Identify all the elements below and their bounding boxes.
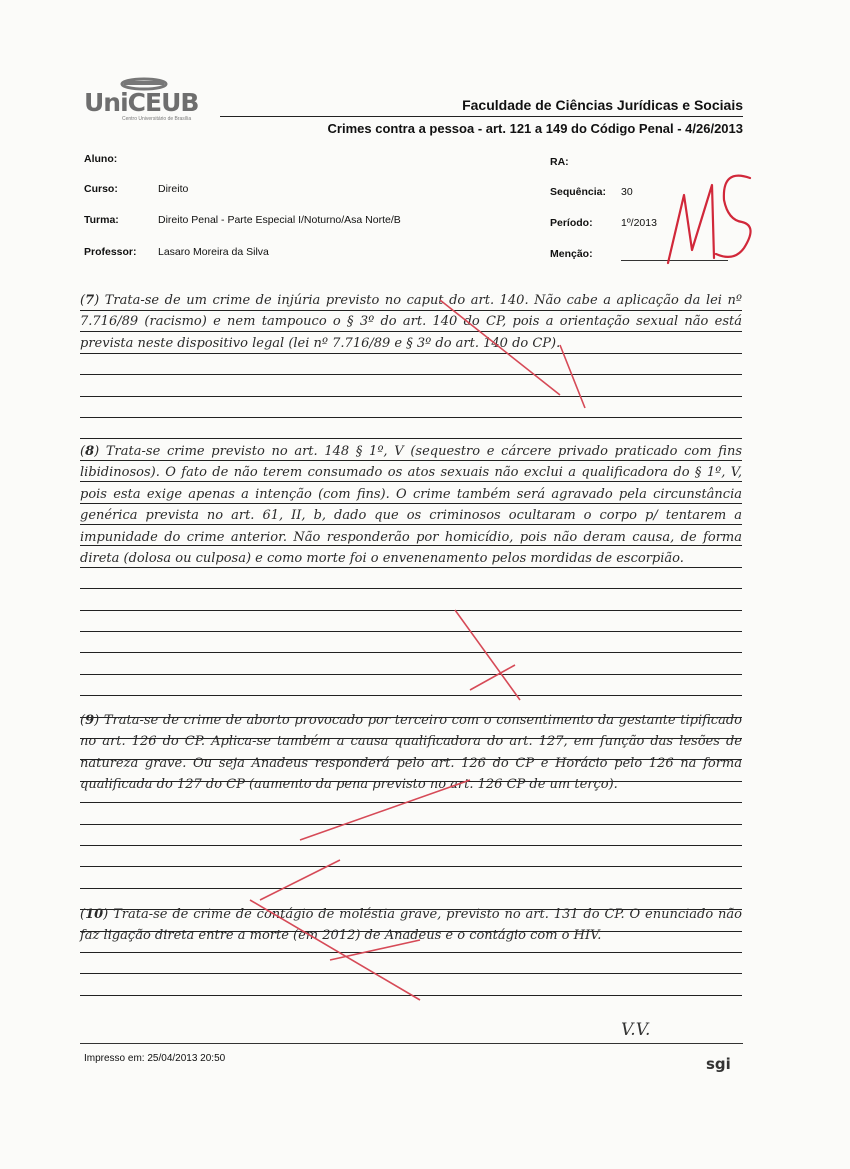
printed-timestamp: Impresso em: 25/04/2013 20:50 xyxy=(84,1053,226,1064)
answer-text: Trata-se de um crime de injúria previsto no caput do art. 140. Não cabe a aplicação da lei nº 7.716/89 (racismo) e nem tampouco o § 3º do art. 140 do CP, pois a orientação sexual não está prevista neste dispositivo legal (lei nº 7.716/89 e § 3º do art. 140 do CP). xyxy=(80,293,742,351)
ruled-line xyxy=(80,824,742,825)
aluno-field xyxy=(84,153,117,165)
mencao-line xyxy=(621,260,728,261)
ruled-line xyxy=(80,973,742,974)
logo-wordmark: UniCEUB xyxy=(84,88,199,117)
ruled-line xyxy=(80,588,742,589)
mencao-field xyxy=(550,248,593,260)
ruled-line xyxy=(80,417,742,418)
ra-label: RA: xyxy=(550,156,569,168)
ruled-line xyxy=(80,610,742,611)
ra-field xyxy=(550,156,569,168)
mencao-label: Menção: xyxy=(550,248,593,260)
answer-number: 10 xyxy=(85,907,104,922)
answer-8: (8) Trata-se crime previsto no art. 148 § 1º, V (sequestro e cárcere privado praticado com fins libidinosos). O fato de não terem consumado os atos sexuais não exclui a qualificadora do § 1º, V, pois esta exige apenas a intenção (com fins). O crime também será agravado pela circunstância genérica prevista no art. 61, II, b, dado que os criminosos ocultaram o corpo p/ tentarem a impunidade do crime anterior. Não responderão por homicídio, pois não deram causa, de forma direta (dolosa ou culposa) e como morte foi o envenenamento pelos mordidas de escorpião. xyxy=(80,444,742,567)
turma-field xyxy=(84,214,401,226)
turma-value: Direito Penal - Parte Especial I/Noturno/Asa Norte/B xyxy=(158,214,401,226)
ruled-line xyxy=(80,845,742,846)
aluno-label: Aluno: xyxy=(84,153,118,165)
exam-title: Crimes contra a pessoa - art. 121 a 149 do Código Penal - 4/26/2013 xyxy=(327,121,743,136)
check-mark xyxy=(260,780,470,900)
professor-value: Lasaro Moreira da Silva xyxy=(158,246,269,258)
ruled-line xyxy=(80,802,742,803)
faculty-name: Faculdade de Ciências Jurídicas e Sociais xyxy=(462,97,743,113)
curso-field xyxy=(84,183,189,195)
header-divider xyxy=(220,116,743,117)
ruled-line xyxy=(80,396,742,397)
ruled-line xyxy=(80,438,742,439)
answer-10: (10) Trata-se de crime de contágio de moléstia grave, previsto no art. 131 do CP. O enunciado não faz ligação direta entre a morte (em 2012) de Anadeus e o contágio com o HIV. xyxy=(80,907,742,944)
professor-field xyxy=(84,246,269,258)
answer-9: (9) Trata-se de crime de aborto provocado por terceiro com o consentimento da gestante tipificado no art. 126 do CP. Aplica-se também a causa qualificadora do art. 127, em função das lesões de natureza grave. Ou seja Anadeus responderá pelo art. 126 do CP e Horácio pelo 126 na forma qualificada do 127 do CP (aumento da pena previsto no art. 126 CP de um terço). xyxy=(80,713,742,793)
answer-number: 7 xyxy=(85,293,95,308)
curso-label: Curso: xyxy=(84,183,118,195)
answer-text: Trata-se de crime de aborto provocado por terceiro com o consentimento da gestante tipificado no art. 126 do CP. Aplica-se também a causa qualificadora do art. 127, em função das lesões de natureza grave. Ou seja Anadeus responderá pelo art. 126 do CP e Horácio pelo 126 na forma qualificada do 127 do CP (aumento da pena previsto no art. 126 CP de um terço). xyxy=(80,713,742,793)
uniceub-logo xyxy=(84,72,214,122)
sequencia-field xyxy=(550,186,633,198)
turma-label: Turma: xyxy=(84,214,119,226)
ruled-line xyxy=(80,652,742,653)
sequencia-value: 30 xyxy=(621,186,633,198)
ruled-line xyxy=(80,888,742,889)
footer-divider xyxy=(80,1043,743,1044)
ruled-line xyxy=(80,631,742,632)
check-mark xyxy=(455,610,520,700)
ruled-line xyxy=(80,866,742,867)
answer-number: 9 xyxy=(85,713,95,728)
grader-mark-ms xyxy=(668,176,751,263)
ruled-line xyxy=(80,674,742,675)
periodo-field xyxy=(550,217,657,229)
ruled-line xyxy=(80,952,742,953)
answer-text: Trata-se crime previsto no art. 148 § 1º, V (sequestro e cárcere privado praticado com fins libidinosos). O fato de não terem consumado os atos sexuais não exclui a qualificadora do § 1º, V, pois esta exige apenas a intenção (com fins). O crime também será agravado pela circunstância genérica prevista no art. 61, II, b, dado que os criminosos ocultaram o corpo p/ tentarem a impunidade do crime anterior. Não responderão por homicídio, pois não deram causa, de forma direta (dolosa ou culposa) e como morte foi o envenenamento pelos mordidas de escorpião. xyxy=(80,444,742,567)
grader-signature: V.V. xyxy=(621,1020,651,1040)
logo-subtext: Centro Universitário de Brasília xyxy=(122,116,192,122)
periodo-value: 1º/2013 xyxy=(621,217,657,229)
professor-label: Professor: xyxy=(84,246,137,258)
ruled-line xyxy=(80,995,742,996)
curso-value: Direito xyxy=(158,183,189,195)
answer-number: 8 xyxy=(85,444,95,459)
ruled-line xyxy=(80,695,742,696)
ruled-line xyxy=(80,374,742,375)
answer-7: (7) Trata-se de um crime de injúria previsto no caput do art. 140. Não cabe a aplicação da lei nº 7.716/89 (racismo) e nem tampouco o § 3º do art. 140 do CP, pois a orientação sexual não está prevista neste dispositivo legal (lei nº 7.716/89 e § 3º do art. 140 do CP). xyxy=(80,293,742,351)
sequencia-label: Sequência: xyxy=(550,186,607,198)
sgi-logo: sgi xyxy=(706,1055,731,1073)
periodo-label: Período: xyxy=(550,217,593,229)
answer-text: Trata-se de crime de contágio de moléstia grave, previsto no art. 131 do CP. O enunciado não faz ligação direta entre a morte (em 2012) de Anadeus e o contágio com o HIV. xyxy=(80,907,742,944)
